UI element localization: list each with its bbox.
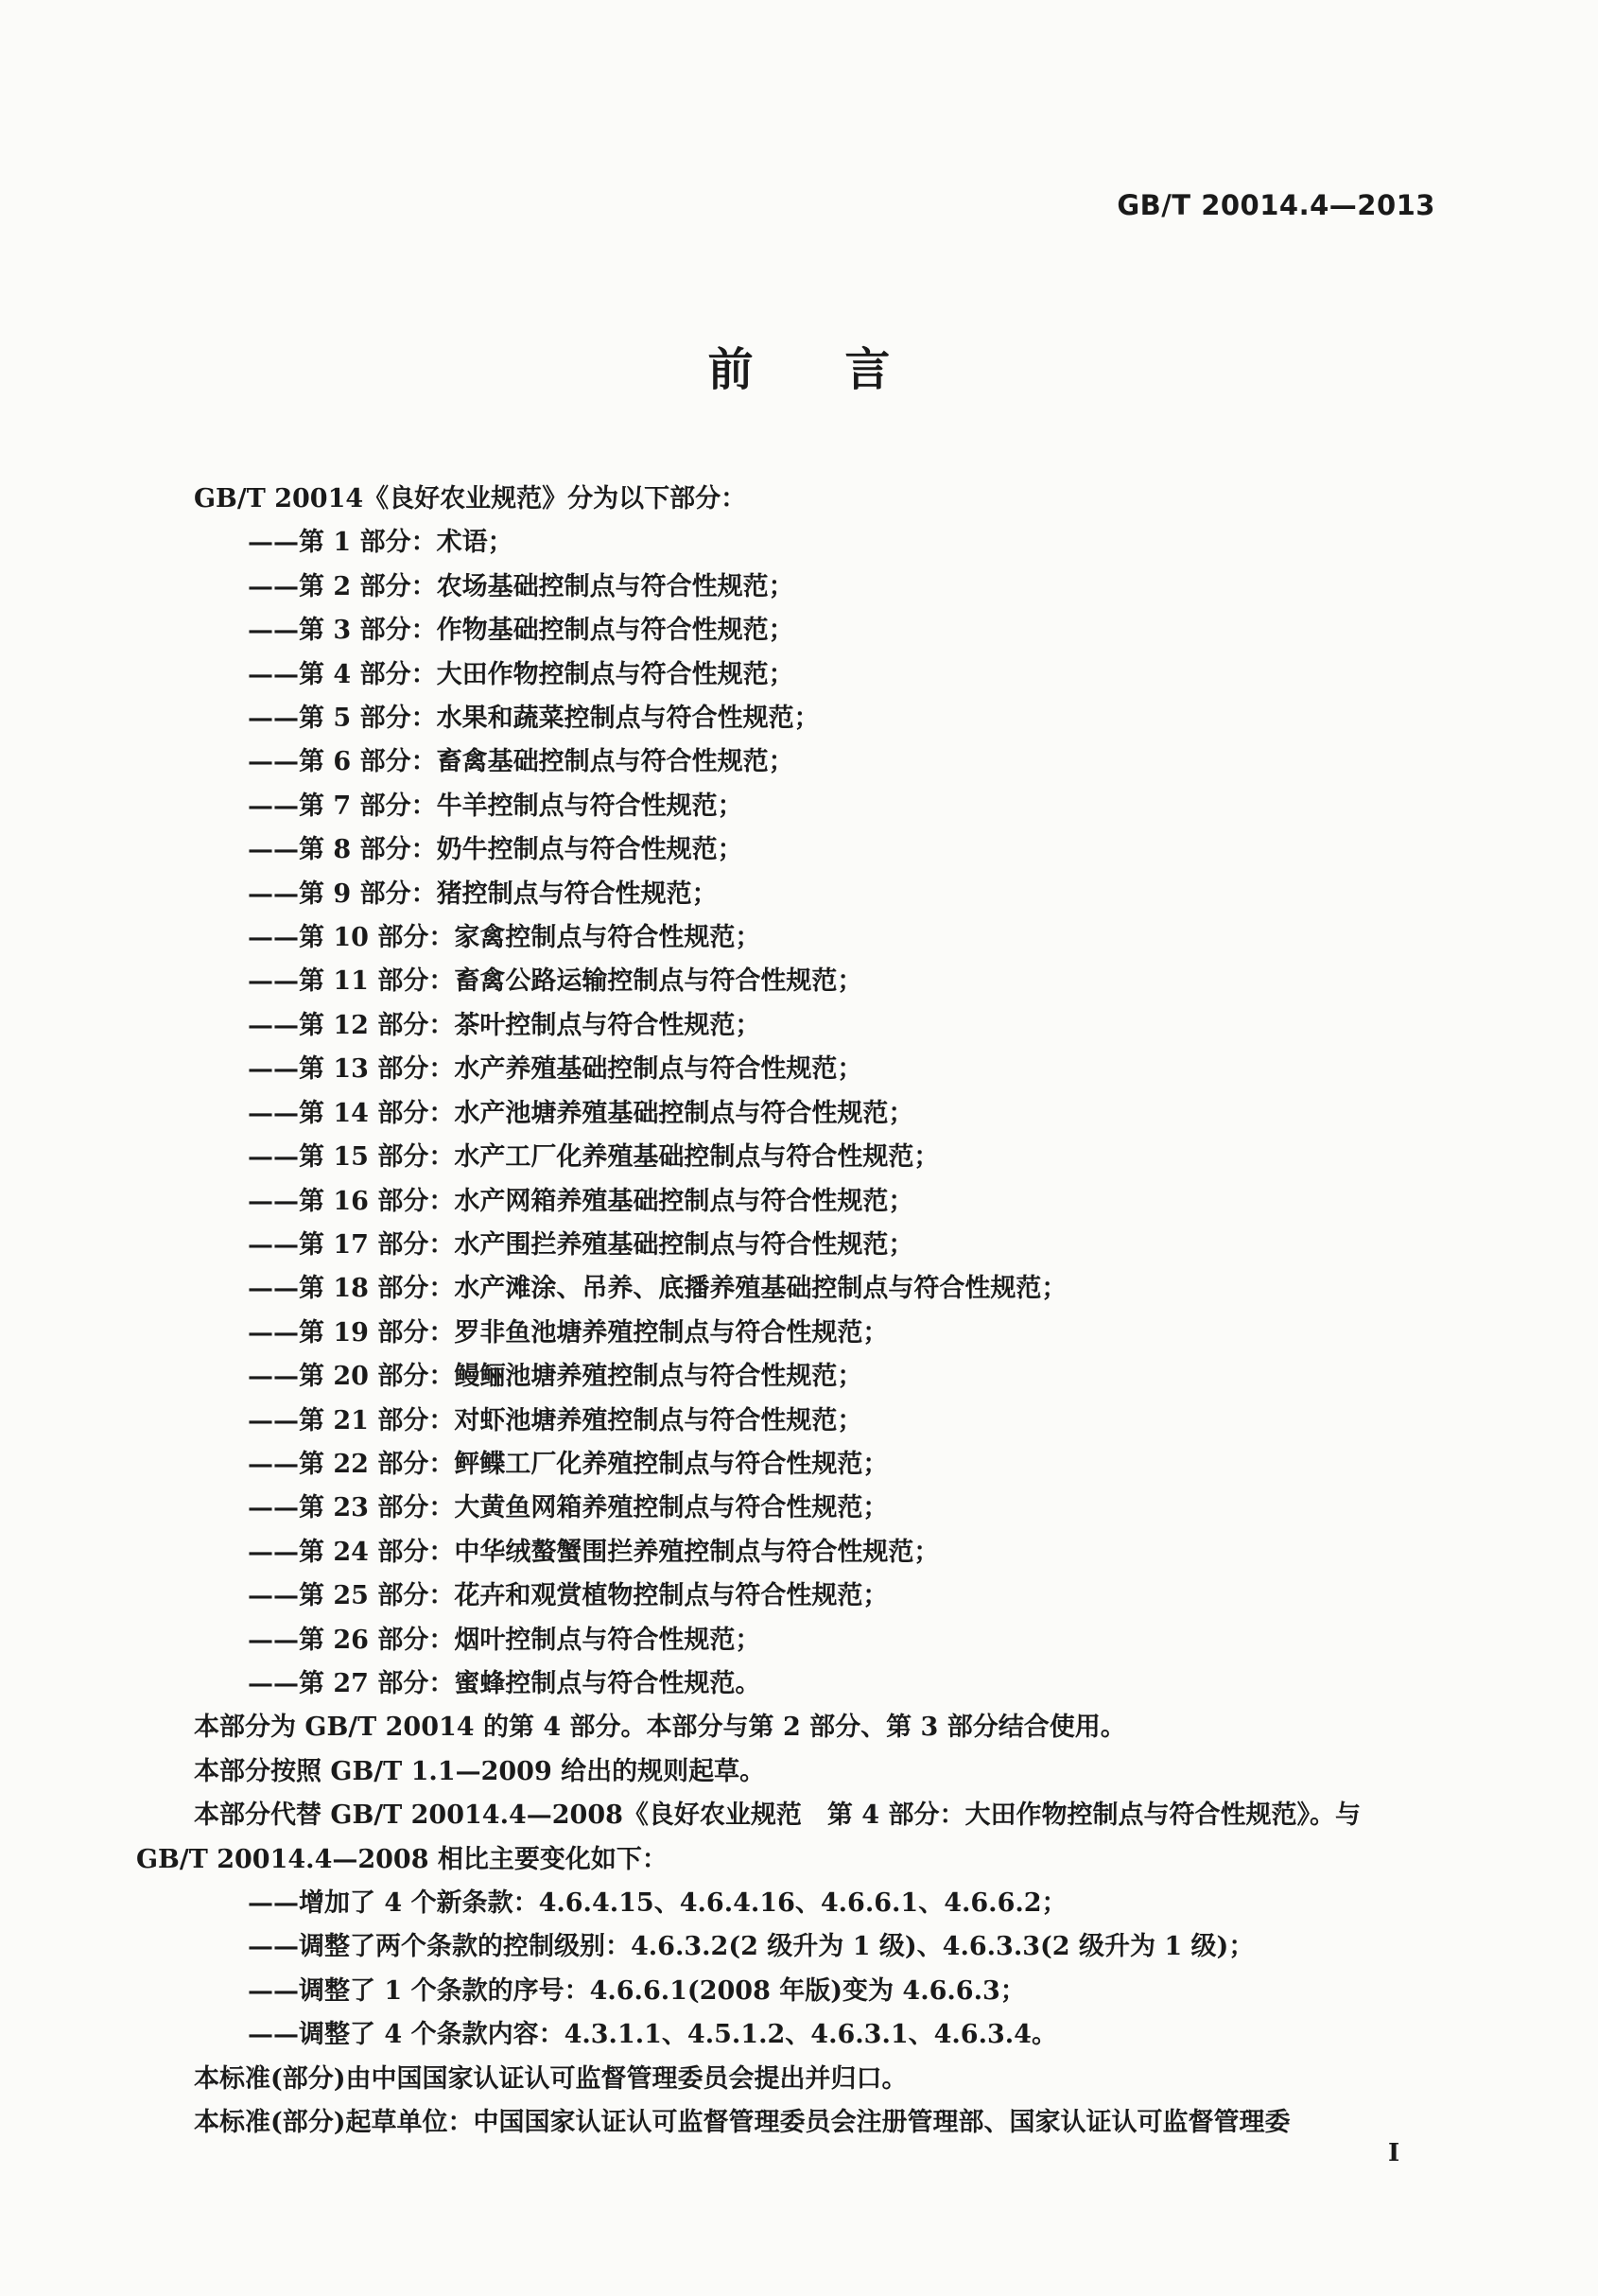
paragraph-replaces-continued: GB/T 20014.4—2008 相比主要变化如下： (136, 1844, 668, 1874)
list-item: ——第 1 部分：术语； (248, 528, 513, 558)
list-item: ——第 3 部分：作物基础控制点与符合性规范； (248, 616, 794, 646)
list-item: ——第 22 部分：鲆鲽工厂化养殖控制点与符合性规范； (248, 1449, 889, 1479)
list-item: ——第 16 部分：水产网箱养殖基础控制点与符合性规范； (248, 1186, 914, 1216)
standard-code: GB/T 20014.4—2013 (1117, 189, 1435, 221)
list-item: ——第 8 部分：奶牛控制点与符合性规范； (248, 835, 743, 865)
parts-list (194, 521, 1461, 1706)
list-item: ——第 23 部分：大黄鱼网箱养殖控制点与符合性规范； (248, 1493, 889, 1523)
list-item: ——调整了 4 个条款内容：4.3.1.1、4.5.1.2、4.6.3.1、4.6.3.4。 (248, 2020, 1057, 2050)
list-item: ——第 15 部分：水产工厂化养殖基础控制点与符合性规范； (248, 1142, 940, 1173)
paragraph-part-of: 本部分为 GB/T 20014 的第 4 部分。本部分与第 2 部分、第 3 部分结合使用。 (194, 1713, 1126, 1743)
list-item: ——第 4 部分：大田作物控制点与符合性规范； (248, 659, 794, 689)
list-item: ——第 10 部分：家禽控制点与符合性规范； (248, 923, 761, 953)
list-item: ——第 6 部分：畜禽基础控制点与符合性规范； (248, 747, 794, 777)
list-item: ——第 14 部分：水产池塘养殖基础控制点与符合性规范； (248, 1098, 914, 1128)
list-item: ——第 13 部分：水产养殖基础控制点与符合性规范； (248, 1054, 863, 1085)
list-item: ——第 12 部分：茶叶控制点与符合性规范； (248, 1010, 761, 1040)
paragraph-drafted: 本部分按照 GB/T 1.1—2009 给出的规则起草。 (194, 1756, 766, 1786)
list-item: ——第 24 部分：中华绒螯蟹围拦养殖控制点与符合性规范； (248, 1537, 940, 1567)
changes-list (194, 1882, 1461, 2058)
list-item: ——第 25 部分：花卉和观赏植物控制点与符合性规范； (248, 1581, 889, 1611)
list-item: ——第 20 部分：鳗鲡池塘养殖控制点与符合性规范； (248, 1362, 863, 1392)
list-item: ——第 2 部分：农场基础控制点与符合性规范； (248, 571, 794, 601)
list-item: ——调整了两个条款的控制级别：4.6.3.2(2 级升为 1 级)、4.6.3.3(2 级升为 1 级)； (248, 1932, 1255, 1962)
paragraph-replaces: 本部分代替 GB/T 20014.4—2008《良好农业规范 第 4 部分：大田作物控制点与符合性规范》。与 (194, 1800, 1361, 1831)
page-title: 前 言 (707, 343, 929, 396)
list-item: ——第 19 部分：罗非鱼池塘养殖控制点与符合性规范； (248, 1317, 889, 1348)
foreword-body (136, 478, 1461, 2145)
list-item: ——第 7 部分：牛羊控制点与符合性规范； (248, 791, 743, 821)
paragraph-drafters: 本标准(部分)起草单位：中国国家认证认可监督管理委员会注册管理部、国家认证认可监督管理委 (194, 2108, 1291, 2138)
list-item: ——第 21 部分：对虾池塘养殖控制点与符合性规范； (248, 1405, 863, 1435)
list-item: ——第 5 部分：水果和蔬菜控制点与符合性规范； (248, 704, 820, 734)
paragraph-proposed: 本标准(部分)由中国国家认证认可监督管理委员会提出并归口。 (194, 2063, 908, 2094)
list-item: ——第 9 部分：猪控制点与符合性规范； (248, 878, 718, 909)
list-item: ——增加了 4 个新条款：4.6.4.15、4.6.4.16、4.6.6.1、4.6.6.2； (248, 1888, 1068, 1918)
list-item: ——第 18 部分：水产滩涂、吊养、底播养殖基础控制点与符合性规范； (248, 1274, 1068, 1304)
list-item: ——调整了 1 个条款的序号：4.6.6.1(2008 年版)变为 4.6.6.3； (248, 1975, 1026, 2006)
list-item: ——第 11 部分：畜禽公路运输控制点与符合性规范； (248, 966, 863, 997)
list-item: ——第 27 部分：蜜蜂控制点与符合性规范。 (248, 1668, 761, 1698)
page-number: I (1388, 2139, 1400, 2167)
list-item: ——第 17 部分：水产围拦养殖基础控制点与符合性规范； (248, 1229, 914, 1260)
intro-line: GB/T 20014《良好农业规范》分为以下部分： (194, 484, 747, 513)
list-item: ——第 26 部分：烟叶控制点与符合性规范； (248, 1625, 761, 1655)
